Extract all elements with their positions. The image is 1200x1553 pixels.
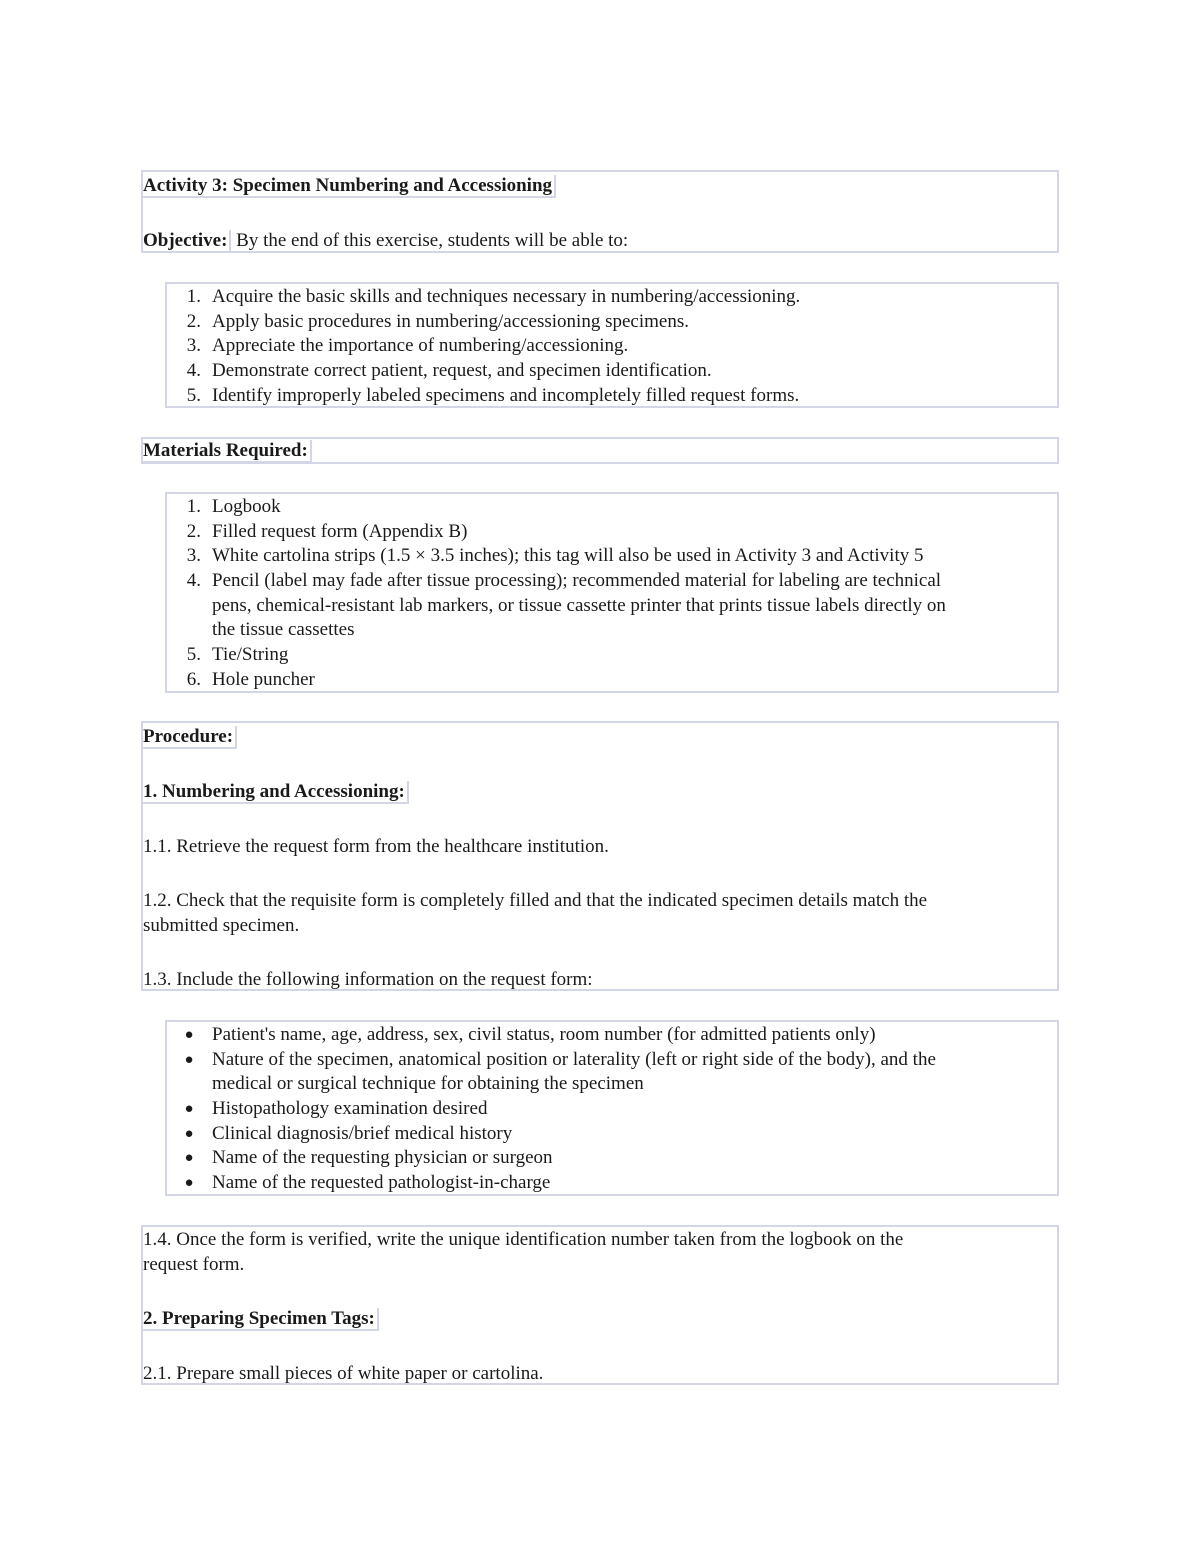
objective-number: 5. [186,384,201,406]
materials-list [167,495,1057,692]
request-info-item [167,1023,1057,1048]
bullet-icon: ● [184,1027,194,1043]
section1-heading-line [143,780,409,804]
material-item [167,643,1057,668]
material-number: 6. [186,668,201,690]
request-info-list [167,1023,1057,1196]
material-number: 1. [186,496,201,517]
objectives-list-box [165,282,1059,408]
objectives-list [167,285,1057,408]
request-info-text: Patient's name, age, address, sex, civil status, room number (for admitted patients only) [212,1024,876,1045]
material-text: Tie/String [212,644,289,666]
request-info-text: Name of the requesting physician or surgeon [212,1147,553,1169]
material-text: Filled request form (Appendix B) [212,520,468,542]
material-text: Logbook [212,496,281,517]
bullet-icon: ● [184,1101,194,1118]
objective-text: Identify improperly labeled specimens and incompletely filled request forms. [212,384,800,406]
step-2-1: 2.1. Prepare small pieces of white paper or cartolina. [143,1363,544,1384]
objective-item [167,384,1057,409]
objective-item [167,285,1057,310]
request-info-text-line-1: Nature of the specimen, anatomical position or laterality (left or right side of the body), and the [212,1048,936,1070]
objective-item [167,359,1057,384]
step-1-3: 1.3. Include the following information on the request form: [143,969,593,990]
material-text-line-1: Pencil (label may fade after tissue processing); recommended material for labeling are technical [212,570,942,592]
continuation-box [141,1225,1059,1385]
material-item [167,668,1057,693]
request-info-text: Clinical diagnosis/brief medical history [212,1122,513,1144]
objective-item [167,334,1057,359]
request-info-item [167,1146,1057,1171]
request-info-item [167,1122,1057,1147]
step-1-4-line-2: request form. [143,1254,245,1275]
material-item [167,569,1057,643]
bullet-icon: ● [184,1051,194,1068]
material-item [167,544,1057,569]
objective-label: Objective: [143,230,231,253]
objective-line [143,229,628,253]
material-number: 4. [186,570,201,592]
step-1-4-line-1: 1.4. Once the form is verified, write the unique identification number taken from the logbook on the [143,1229,904,1250]
step-1-2-line-2: submitted specimen. [143,915,300,936]
materials-heading-line [143,439,312,463]
bullet-icon: ● [184,1175,194,1192]
bullet-icon: ● [184,1125,194,1142]
procedure-heading: Procedure: [143,726,237,749]
step-1-2-line-1: 1.2. Check that the requisite form is completely filled and that the indicated specimen details match the [143,890,928,911]
request-info-item [167,1097,1057,1122]
activity-header-box [141,170,1059,253]
step-1-1: 1.1. Retrieve the request form from the healthcare institution. [143,836,609,857]
materials-heading: Materials Required: [143,440,312,463]
objective-text: Apply basic procedures in numbering/accessioning specimens. [212,310,689,332]
request-info-list-box [165,1020,1059,1196]
material-number: 5. [186,644,201,666]
bullet-icon: ● [184,1150,194,1167]
material-text: White cartolina strips (1.5 × 3.5 inches); this tag will also be used in Activity 3 and Activity 5 [212,545,924,567]
procedure-box [141,721,1059,991]
objective-item [167,310,1057,335]
section2-heading-line [143,1307,379,1331]
request-info-item [167,1171,1057,1196]
material-number: 3. [186,545,201,567]
section2-heading: 2. Preparing Specimen Tags: [143,1308,379,1331]
request-info-text-line-2: medical or surgical technique for obtaining the specimen [212,1073,644,1095]
activity-title: Activity 3: Specimen Numbering and Accessioning [143,175,556,198]
objective-text: By the end of this exercise, students will be able to: [236,230,629,251]
section1-heading: 1. Numbering and Accessioning: [143,781,409,804]
materials-list-box [165,492,1059,693]
material-text-line-2: pens, chemical-resistant lab markers, or tissue cassette printer that prints tissue labels directly on [212,594,946,616]
objective-number: 3. [186,335,201,357]
procedure-heading-line [143,725,237,749]
objective-text: Demonstrate correct patient, request, and specimen identification. [212,360,712,382]
objective-number: 4. [186,360,201,382]
request-info-text: Name of the requested pathologist-in-charge [212,1172,551,1194]
objective-text: Acquire the basic skills and techniques necessary in numbering/accessioning. [212,286,801,307]
material-text: Hole puncher [212,668,315,690]
activity-title-line [143,174,556,198]
material-text-line-3: the tissue cassettes [212,619,355,641]
request-info-item [167,1048,1057,1097]
objective-number: 2. [186,310,201,332]
objective-number: 1. [186,286,201,307]
materials-heading-box [141,437,1059,464]
material-item [167,495,1057,520]
material-number: 2. [186,520,201,542]
objective-text: Appreciate the importance of numbering/accessioning. [212,335,629,357]
request-info-text: Histopathology examination desired [212,1098,488,1120]
material-item [167,520,1057,545]
